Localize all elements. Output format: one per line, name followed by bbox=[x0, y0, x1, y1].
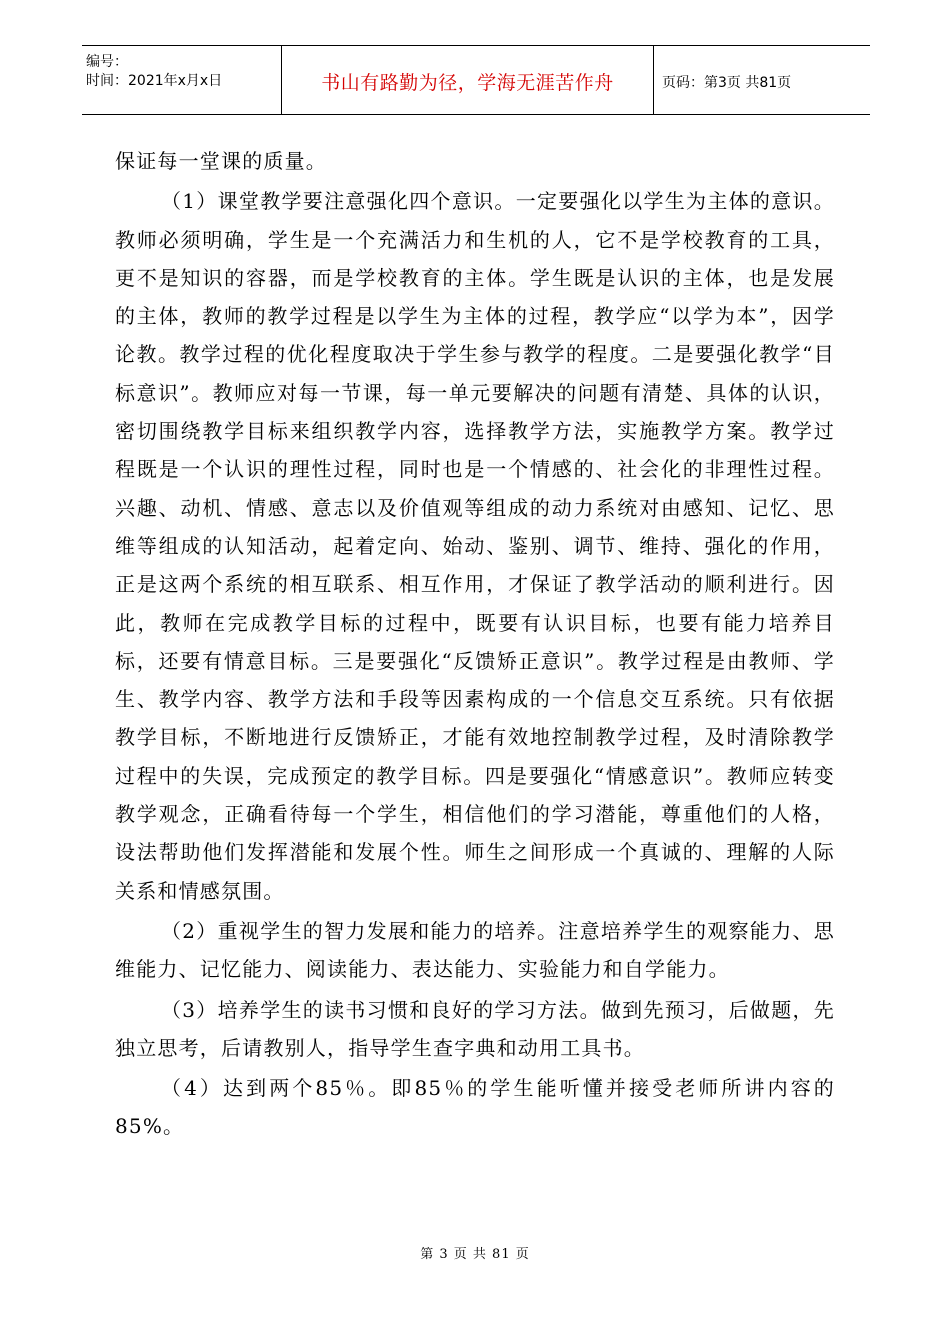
page-footer: 第 3 页 共 81 页 bbox=[420, 1247, 530, 1262]
paragraph-item-3: （3）培养学生的读书习惯和良好的学习方法。做到先预习，后做题，先独立思考，后请教别人，指导学生查字典和动用工具书。 bbox=[115, 997, 835, 1060]
paragraph-continuation: 保证每一堂课的质量。 bbox=[115, 149, 327, 173]
document-body bbox=[115, 142, 835, 1146]
document-number-label: 编号： bbox=[86, 54, 128, 70]
header-motto-cell bbox=[282, 46, 654, 114]
paragraph-item-1: （1）课堂教学要注意强化四个意识。一定要强化以学生为主体的意识。教师必须明确，学生是一个充满活力和生机的人，它不是学校教育的工具，更不是知识的容器，而是学校教育的主体。学生既是认识的主体，也是发展的主体，教师的教学过程是以学生为主体的过程，教学应“以学为本”，因学论教。教学过程的优化程度取决于学生参与教学的程度。二是要强化教学“目标意识”。教师应对每一节课，每一单元要解决的问题有清楚、具体的认识，密切围绕教学目标来组织教学内容，选择教学方法，实施教学方案。教学过程既是一个认识的理性过程，同时也是一个情感的、社会化的非理性过程。兴趣、动机、情感、意志以及价值观等组成的动力系统对由感知、记忆、思维等组成的认知活动，起着定向、始动、鉴别、调节、维持、强化的作用，正是这两个系统的相互联系、相互作用，才保证了教学活动的顺利进行。因此，教师在完成教学目标的过程中，既要有认识目标，也要有能力培养目标，还要有情意目标。三是要强化“反馈矫正意识”。教学过程是由教师、学生、教学内容、教学方法和手段等因素构成的一个信息交互系统。只有依据教学目标，不断地进行反馈矫正，才能有效地控制教学过程，及时清除教学过程中的失误，完成预定的教学目标。四是要强化“情感意识”。教师应转变教学观念，正确看待每一个学生，相信他们的学习潜能，尊重他们的人格，设法帮助他们发挥潜能和发展个性。师生之间形成一个真诚的、理解的人际关系和情感氛围。 bbox=[115, 189, 835, 903]
header-meta-cell bbox=[82, 46, 282, 114]
document-time-label: 时间：2021年x月x日 bbox=[86, 73, 223, 89]
document-header bbox=[82, 45, 870, 115]
paragraph-item-2: （2）重视学生的智力发展和能力的培养。注意培养学生的观察能力、思维能力、记忆能力、阅读能力、表达能力、实验能力和自学能力。 bbox=[115, 918, 835, 982]
header-motto: 书山有路勤为径，学海无涯苦作舟 bbox=[321, 72, 614, 94]
paragraph-item-4: （4）达到两个85％。即85％的学生能听懂并接受老师所讲内容的85%。 bbox=[115, 1076, 835, 1139]
header-page-cell bbox=[654, 46, 870, 114]
header-page-label: 页码：第3页 共81页 bbox=[662, 75, 792, 91]
